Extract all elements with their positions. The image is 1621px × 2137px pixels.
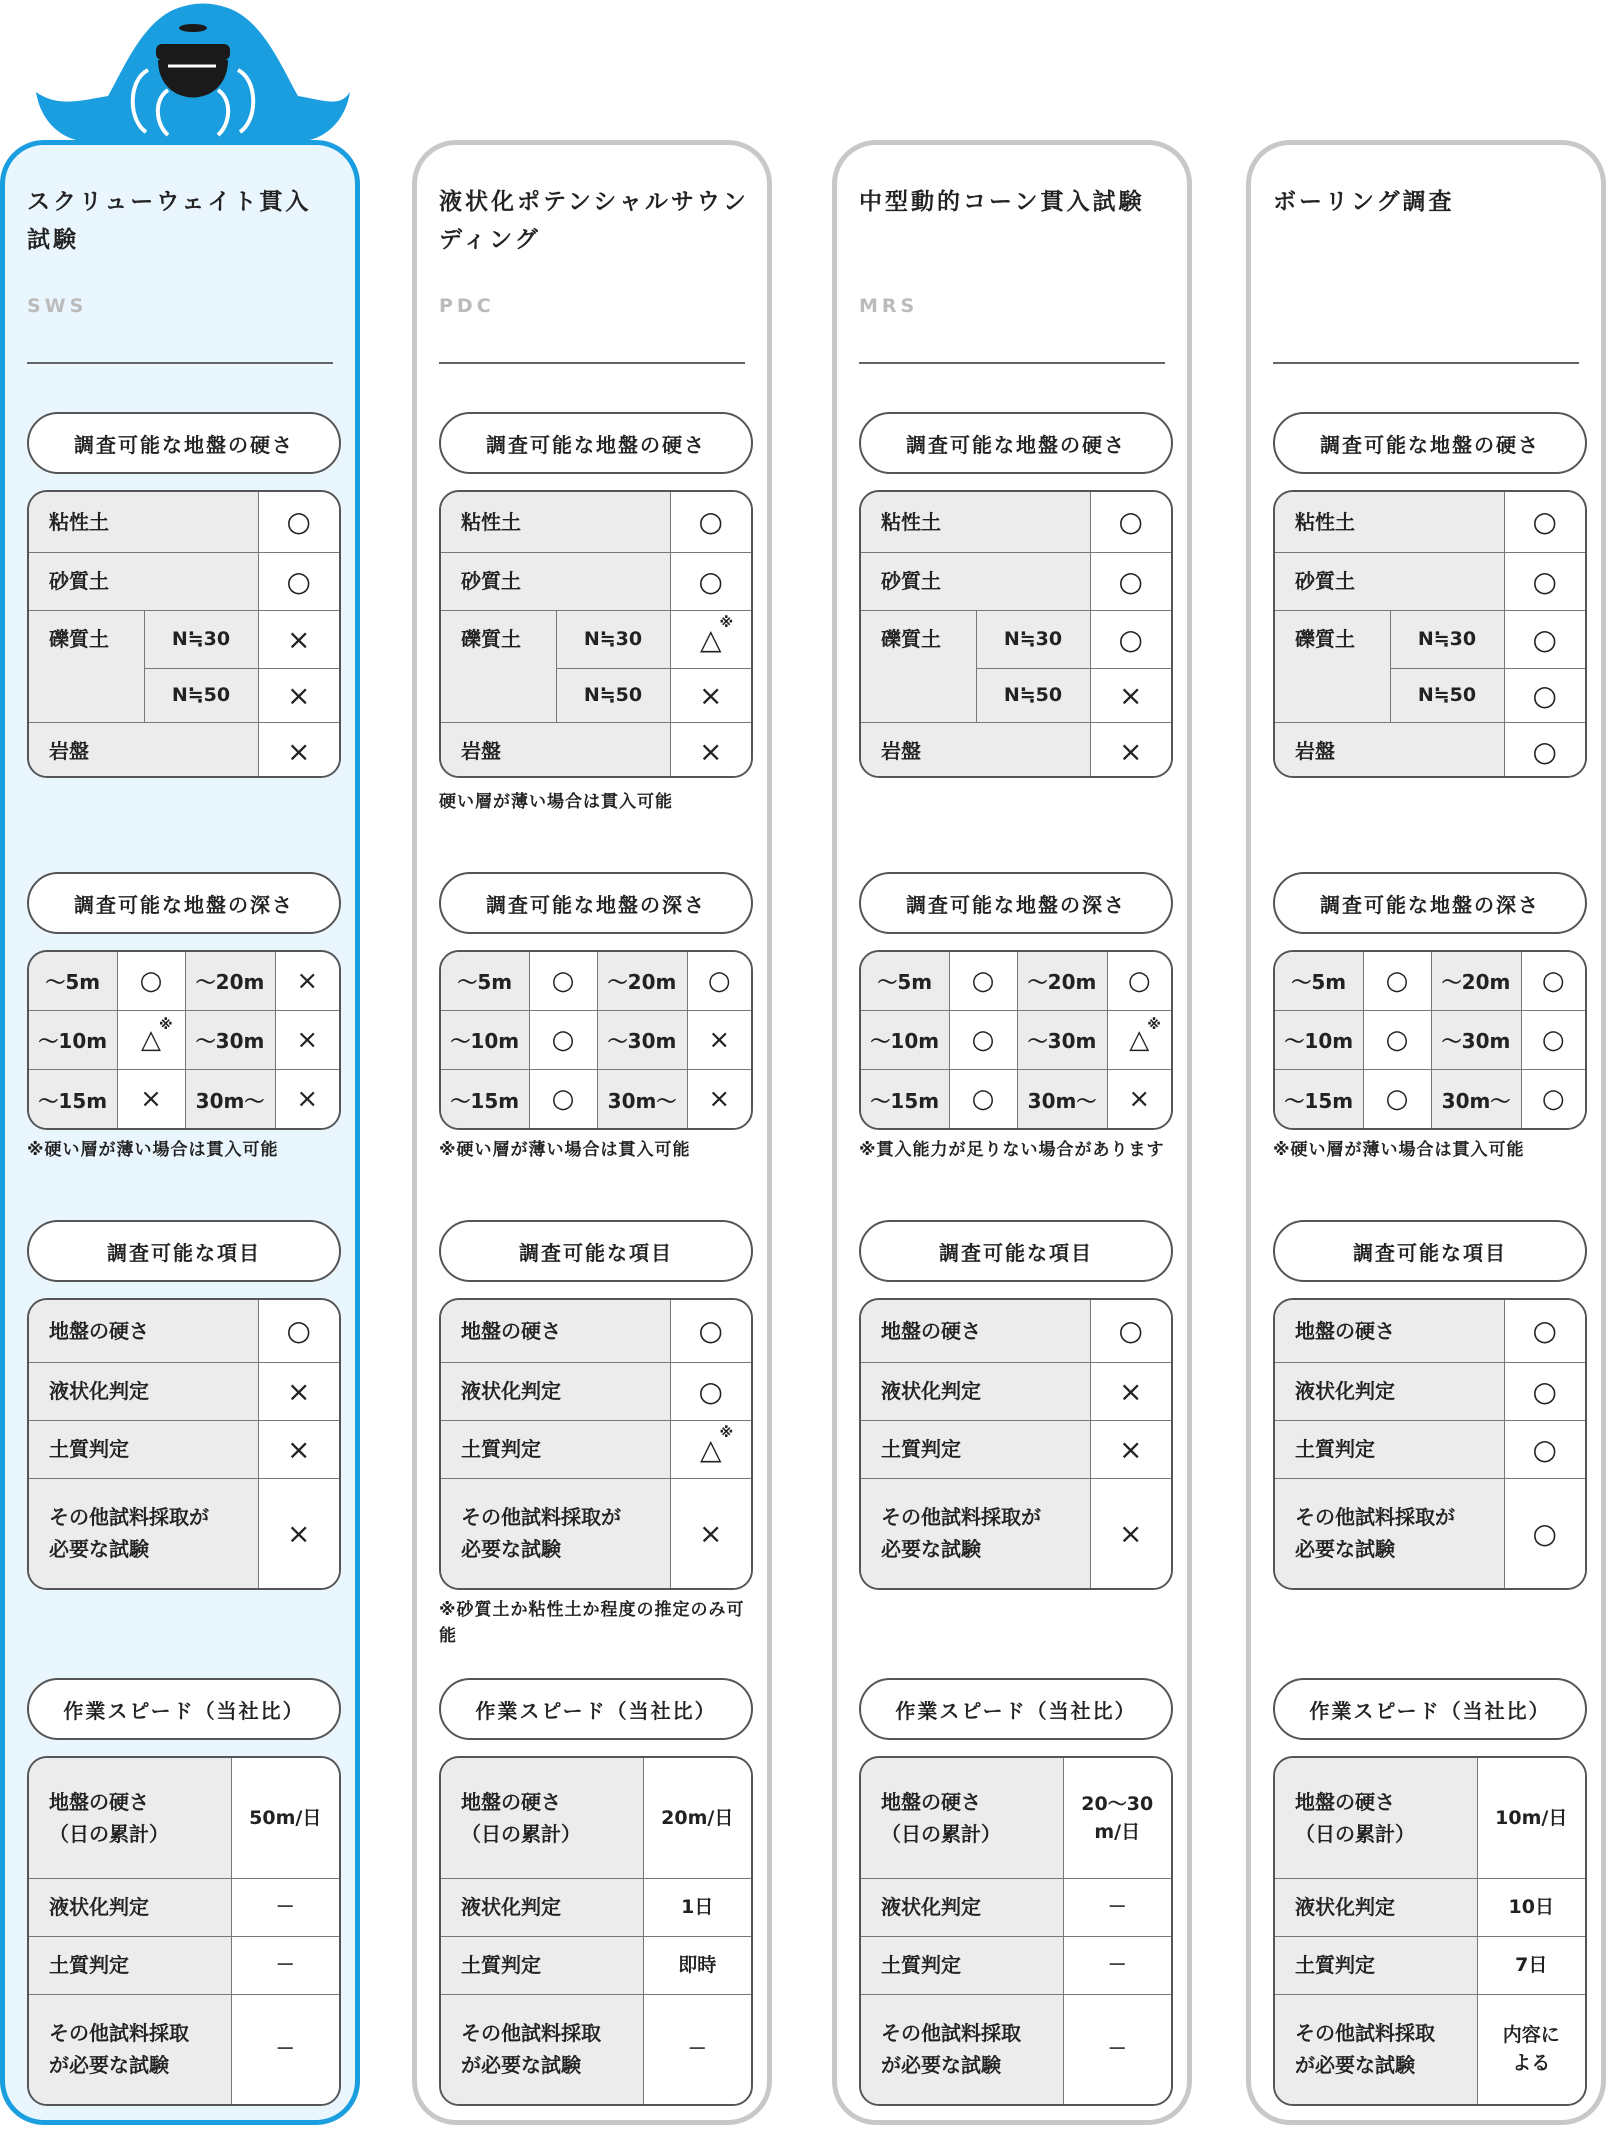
- speed-value: 7日: [1477, 1936, 1585, 1994]
- section-heading-speed: 作業スピード（当社比）: [27, 1678, 341, 1740]
- depth-label: ～20m: [1017, 952, 1107, 1010]
- soil-label-sand: 砂質土: [441, 552, 670, 610]
- result-mark: ×: [687, 1070, 751, 1128]
- item-label: その他試料採取が 必要な試験: [29, 1478, 258, 1588]
- method-abbr: MRS: [859, 295, 919, 317]
- item-label: その他試料採取が 必要な試験: [441, 1478, 670, 1588]
- depth-label: 30m～: [1431, 1070, 1521, 1128]
- speed-value: －: [231, 1994, 339, 2104]
- section-heading-speed: 作業スピード（当社比）: [439, 1678, 753, 1740]
- result-mark: ×: [670, 1478, 751, 1588]
- depth-note: ※硬い層が薄い場合は貫入可能: [439, 1140, 691, 1160]
- result-mark: ○: [1363, 1010, 1431, 1069]
- soil-label-rock: 岩盤: [1275, 722, 1504, 778]
- method-title: 中型動的コーン貫入試験: [859, 189, 1145, 215]
- footnote-mark: ※: [719, 614, 734, 631]
- section-heading-items: 調査可能な項目: [27, 1220, 341, 1282]
- result-mark: ×: [1090, 1420, 1171, 1478]
- n-value-30: N≒30: [976, 610, 1090, 668]
- item-label: その他試料採取が 必要な試験: [1275, 1478, 1504, 1588]
- depth-label: ～10m: [29, 1010, 117, 1069]
- method-title: スクリューウェイト貫入試験: [27, 189, 312, 253]
- speed-table: [1273, 1756, 1587, 2106]
- result-mark: ○: [1521, 952, 1585, 1010]
- speed-value: －: [231, 1936, 339, 1994]
- speed-label: 液状化判定: [29, 1878, 231, 1936]
- speed-value: 1日: [643, 1878, 751, 1936]
- result-mark: ×: [687, 1010, 751, 1069]
- depth-label: ～15m: [441, 1070, 529, 1128]
- depth-table: [439, 950, 753, 1130]
- depth-note: ※硬い層が薄い場合は貫入可能: [1273, 1140, 1525, 1160]
- result-mark: ○: [1090, 492, 1171, 552]
- divider: [439, 362, 745, 364]
- speed-label: その他試料採取 が必要な試験: [29, 1994, 231, 2104]
- hardness-table: [1273, 490, 1587, 778]
- speed-value: 内容に よる: [1477, 1994, 1585, 2104]
- item-label: 液状化判定: [29, 1362, 258, 1420]
- result-mark: ○: [1107, 952, 1171, 1010]
- speed-label: その他試料採取 が必要な試験: [861, 1994, 1063, 2104]
- speed-label: その他試料採取 が必要な試験: [441, 1994, 643, 2104]
- result-mark: ×: [258, 668, 339, 722]
- item-label: 地盤の硬さ: [29, 1300, 258, 1362]
- footnote-mark: ※: [719, 1424, 734, 1441]
- depth-label: ～10m: [1275, 1010, 1363, 1069]
- result-mark: ×: [1090, 1478, 1171, 1588]
- result-mark: ×: [258, 610, 339, 668]
- result-mark: △ ※: [670, 610, 751, 668]
- speed-label: 地盤の硬さ （日の累計）: [1275, 1758, 1477, 1878]
- depth-label: ～10m: [861, 1010, 949, 1069]
- items-table: [859, 1298, 1173, 1590]
- speed-value: －: [1063, 1994, 1171, 2104]
- method-title: 液状化ポテンシャルサウンディング: [439, 189, 749, 253]
- soil-label-rock: 岩盤: [441, 722, 670, 778]
- item-label: 地盤の硬さ: [1275, 1300, 1504, 1362]
- result-mark: ○: [529, 1070, 597, 1128]
- result-mark: ○: [1504, 1420, 1585, 1478]
- result-mark: ○: [1504, 552, 1585, 610]
- speed-value: 10日: [1477, 1878, 1585, 1936]
- depth-note: ※硬い層が薄い場合は貫入可能: [27, 1140, 279, 1160]
- depth-label: ～5m: [29, 952, 117, 1010]
- result-mark: ○: [949, 1010, 1017, 1069]
- speed-label: 土質判定: [861, 1936, 1063, 1994]
- result-mark: ×: [1090, 668, 1171, 722]
- result-mark: ×: [117, 1070, 185, 1128]
- depth-label: ～30m: [185, 1010, 275, 1069]
- item-label: 土質判定: [1275, 1420, 1504, 1478]
- n-value-30: N≒30: [144, 610, 258, 668]
- result-mark: ×: [275, 1010, 339, 1069]
- item-label: 土質判定: [441, 1420, 670, 1478]
- hardness-table: [439, 490, 753, 778]
- speed-table: [27, 1756, 341, 2106]
- result-mark: ○: [1521, 1070, 1585, 1128]
- divider: [27, 362, 333, 364]
- result-mark: △ ※: [117, 1010, 185, 1069]
- speed-value: －: [1063, 1878, 1171, 1936]
- section-heading-hardness: 調査可能な地盤の硬さ: [859, 412, 1173, 474]
- soil-label-sand: 砂質土: [29, 552, 258, 610]
- section-heading-items: 調査可能な項目: [859, 1220, 1173, 1282]
- soil-label-clay: 粘性土: [1275, 492, 1504, 552]
- section-heading-hardness: 調査可能な地盤の硬さ: [27, 412, 341, 474]
- n-value-50: N≒50: [556, 668, 670, 722]
- depth-table: [1273, 950, 1587, 1130]
- speed-value: －: [1063, 1936, 1171, 1994]
- result-mark: ○: [1504, 1478, 1585, 1588]
- depth-label: ～10m: [441, 1010, 529, 1069]
- result-mark: ×: [1107, 1070, 1171, 1128]
- section-heading-depth: 調査可能な地盤の深さ: [27, 872, 341, 934]
- method-abbr: SWS: [27, 295, 88, 317]
- method-card-mrs: [832, 140, 1192, 2125]
- depth-label: 30m～: [185, 1070, 275, 1128]
- result-mark: ×: [1090, 1362, 1171, 1420]
- result-mark: ○: [670, 492, 751, 552]
- items-table: [1273, 1298, 1587, 1590]
- soil-label-gravel: 礫質土: [441, 610, 556, 722]
- result-mark: ○: [1504, 610, 1585, 668]
- divider: [1273, 362, 1579, 364]
- result-mark: ○: [117, 952, 185, 1010]
- result-mark: ○: [670, 1300, 751, 1362]
- n-value-50: N≒50: [976, 668, 1090, 722]
- hardness-table: [859, 490, 1173, 778]
- section-heading-depth: 調査可能な地盤の深さ: [859, 872, 1173, 934]
- soil-label-gravel: 礫質土: [861, 610, 976, 722]
- result-mark: ○: [1090, 1300, 1171, 1362]
- soil-label-sand: 砂質土: [1275, 552, 1504, 610]
- speed-label: 土質判定: [1275, 1936, 1477, 1994]
- item-label: 土質判定: [29, 1420, 258, 1478]
- speed-label: 地盤の硬さ （日の累計）: [441, 1758, 643, 1878]
- speed-label: 地盤の硬さ （日の累計）: [861, 1758, 1063, 1878]
- depth-label: ～5m: [441, 952, 529, 1010]
- result-mark: ○: [1090, 610, 1171, 668]
- speed-value: 50m/日: [231, 1758, 339, 1878]
- result-mark: ×: [275, 1070, 339, 1128]
- result-mark: ○: [949, 1070, 1017, 1128]
- result-mark: ○: [258, 492, 339, 552]
- soil-label-rock: 岩盤: [29, 722, 258, 778]
- hardness-table: [27, 490, 341, 778]
- section-heading-hardness: 調査可能な地盤の硬さ: [439, 412, 753, 474]
- items-note: ※砂質土か粘性土か程度の推定のみ可能: [439, 1600, 745, 1646]
- result-mark: ×: [258, 722, 339, 778]
- soil-label-clay: 粘性土: [29, 492, 258, 552]
- item-label: 液状化判定: [861, 1362, 1090, 1420]
- result-mark: ○: [1504, 722, 1585, 778]
- result-mark: ○: [670, 552, 751, 610]
- result-mark: ×: [1090, 722, 1171, 778]
- depth-note: ※貫入能力が足りない場合があります: [859, 1140, 1165, 1160]
- result-mark: ○: [1504, 492, 1585, 552]
- soil-label-rock: 岩盤: [861, 722, 1090, 778]
- item-label: 土質判定: [861, 1420, 1090, 1478]
- depth-label: ～5m: [1275, 952, 1363, 1010]
- speed-label: その他試料採取 が必要な試験: [1275, 1994, 1477, 2104]
- mascot-icon: [28, 0, 358, 150]
- result-mark: ×: [258, 1362, 339, 1420]
- speed-value: 即時: [643, 1936, 751, 1994]
- soil-label-clay: 粘性土: [861, 492, 1090, 552]
- depth-label: ～20m: [597, 952, 687, 1010]
- speed-table: [859, 1756, 1173, 2106]
- item-label: その他試料採取が 必要な試験: [861, 1478, 1090, 1588]
- hardness-note: 硬い層が薄い場合は貫入可能: [439, 792, 673, 812]
- result-mark: ×: [670, 722, 751, 778]
- section-heading-depth: 調査可能な地盤の深さ: [1273, 872, 1587, 934]
- result-mark: ○: [1090, 552, 1171, 610]
- speed-value: －: [643, 1994, 751, 2104]
- depth-label: 30m～: [1017, 1070, 1107, 1128]
- method-title: ボーリング調査: [1273, 189, 1455, 215]
- speed-value: －: [231, 1878, 339, 1936]
- item-label: 地盤の硬さ: [441, 1300, 670, 1362]
- speed-value: 10m/日: [1477, 1758, 1585, 1878]
- depth-label: 30m～: [597, 1070, 687, 1128]
- result-mark: ○: [687, 952, 751, 1010]
- item-label: 地盤の硬さ: [861, 1300, 1090, 1362]
- result-mark: ○: [529, 952, 597, 1010]
- result-mark: ○: [1504, 1300, 1585, 1362]
- method-abbr: PDC: [439, 295, 495, 317]
- n-value-50: N≒50: [144, 668, 258, 722]
- n-value-30: N≒30: [1390, 610, 1504, 668]
- result-mark: ×: [670, 668, 751, 722]
- items-table: [439, 1298, 753, 1590]
- n-value-50: N≒50: [1390, 668, 1504, 722]
- depth-table: [27, 950, 341, 1130]
- depth-label: ～30m: [1431, 1010, 1521, 1069]
- soil-label-clay: 粘性土: [441, 492, 670, 552]
- result-mark: ×: [258, 1420, 339, 1478]
- result-mark: ○: [670, 1362, 751, 1420]
- footnote-mark: ※: [1147, 1016, 1161, 1033]
- result-mark: ○: [1504, 668, 1585, 722]
- section-heading-hardness: 調査可能な地盤の硬さ: [1273, 412, 1587, 474]
- depth-label: ～5m: [861, 952, 949, 1010]
- result-mark: ○: [949, 952, 1017, 1010]
- item-label: 液状化判定: [441, 1362, 670, 1420]
- section-heading-depth: 調査可能な地盤の深さ: [439, 872, 753, 934]
- depth-label: ～20m: [185, 952, 275, 1010]
- speed-label: 土質判定: [441, 1936, 643, 1994]
- result-mark: ○: [1363, 1070, 1431, 1128]
- depth-label: ～15m: [861, 1070, 949, 1128]
- speed-label: 地盤の硬さ （日の累計）: [29, 1758, 231, 1878]
- result-mark: ○: [258, 552, 339, 610]
- depth-label: ～30m: [1017, 1010, 1107, 1069]
- depth-label: ～15m: [29, 1070, 117, 1128]
- result-mark: ○: [258, 1300, 339, 1362]
- speed-value: 20m/日: [643, 1758, 751, 1878]
- speed-label: 液状化判定: [861, 1878, 1063, 1936]
- footnote-mark: ※: [159, 1016, 173, 1033]
- soil-label-sand: 砂質土: [861, 552, 1090, 610]
- item-label: 液状化判定: [1275, 1362, 1504, 1420]
- soil-label-gravel: 礫質土: [29, 610, 144, 722]
- result-mark: ○: [1521, 1010, 1585, 1069]
- result-mark: ○: [529, 1010, 597, 1069]
- depth-table: [859, 950, 1173, 1130]
- depth-label: ～20m: [1431, 952, 1521, 1010]
- speed-label: 液状化判定: [441, 1878, 643, 1936]
- method-card-boring: [1246, 140, 1606, 2125]
- section-heading-items: 調査可能な項目: [1273, 1220, 1587, 1282]
- depth-label: ～15m: [1275, 1070, 1363, 1128]
- result-mark: △ ※: [1107, 1010, 1171, 1069]
- result-mark: △ ※: [670, 1420, 751, 1478]
- n-value-30: N≒30: [556, 610, 670, 668]
- result-mark: ○: [1504, 1362, 1585, 1420]
- result-mark: ○: [1363, 952, 1431, 1010]
- divider: [859, 362, 1165, 364]
- speed-label: 液状化判定: [1275, 1878, 1477, 1936]
- speed-table: [439, 1756, 753, 2106]
- depth-label: ～30m: [597, 1010, 687, 1069]
- method-card-sws: [0, 140, 360, 2125]
- section-heading-speed: 作業スピード（当社比）: [859, 1678, 1173, 1740]
- speed-value: 20～30 m/日: [1063, 1758, 1171, 1878]
- result-mark: ×: [275, 952, 339, 1010]
- items-table: [27, 1298, 341, 1590]
- speed-label: 土質判定: [29, 1936, 231, 1994]
- section-heading-speed: 作業スピード（当社比）: [1273, 1678, 1587, 1740]
- soil-label-gravel: 礫質土: [1275, 610, 1390, 722]
- result-mark: ×: [258, 1478, 339, 1588]
- section-heading-items: 調査可能な項目: [439, 1220, 753, 1282]
- method-card-pdc: [412, 140, 772, 2125]
